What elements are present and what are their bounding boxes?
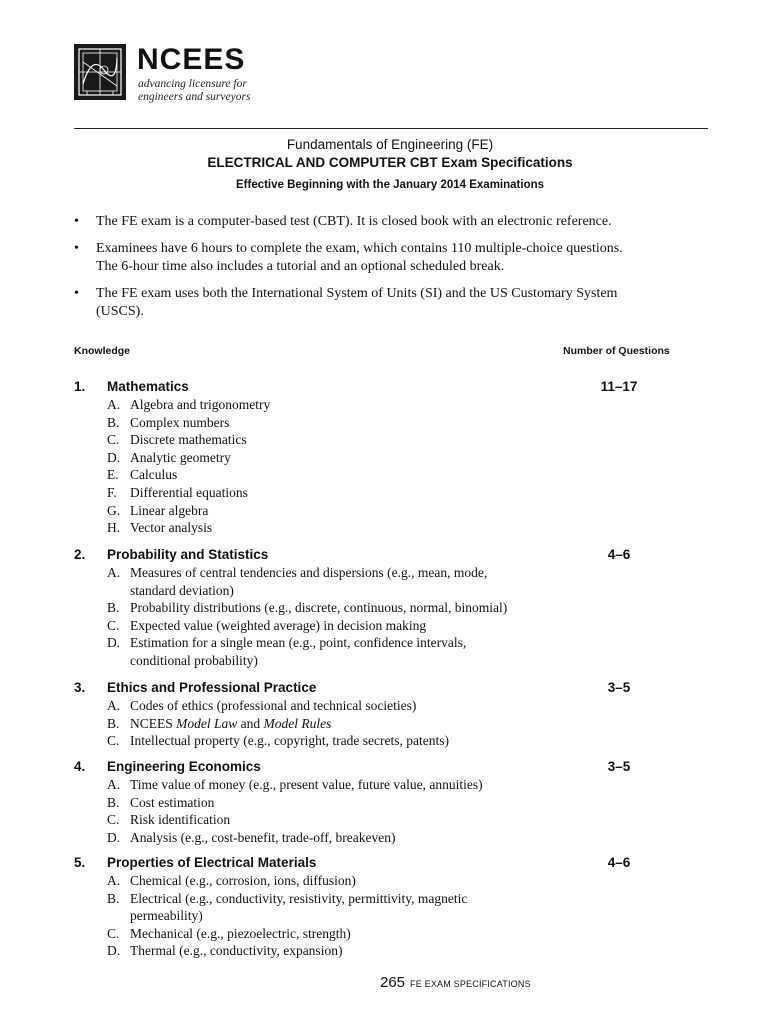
subtopic-text: Codes of ethics (professional and technical societies)	[130, 698, 417, 713]
subtopic-letter: E.	[107, 467, 119, 483]
bullet-item	[74, 240, 694, 276]
topic-number: 5.	[74, 855, 86, 870]
topic-number: 1.	[74, 379, 86, 394]
intro-bullets	[74, 213, 694, 330]
subtopic-letter: C.	[107, 617, 120, 633]
bullet-text: The FE exam uses both the International System of Units (SI) and the US Customary System	[96, 286, 618, 301]
subtopic-item	[74, 776, 694, 794]
page-number: 265	[380, 974, 406, 991]
topic-number: 4.	[74, 759, 86, 774]
subtopic-letter: B.	[107, 890, 120, 906]
subtopic-letter: B.	[107, 414, 120, 430]
subtopic-text: Measures of central tendencies and dispersions (e.g., mean, mode,	[130, 565, 488, 580]
topic-title: Properties of Electrical Materials	[107, 855, 317, 870]
bullet-text: The FE exam is a computer-based test (CBT). It is closed book with an electronic reference.	[96, 214, 612, 229]
header-divider	[74, 128, 708, 129]
bullet-text-cont: The 6-hour time also includes a tutorial and an optional scheduled break.	[96, 259, 505, 274]
topic-title: Mathematics	[107, 379, 189, 394]
topic-electrical-materials	[74, 854, 694, 960]
subtopic-item	[74, 890, 694, 925]
subtopic-item	[74, 564, 694, 599]
topic-mathematics	[74, 378, 694, 537]
logo-tagline-line2: engineers and surveyors	[138, 90, 251, 103]
subtopic-letter: B.	[107, 600, 120, 616]
subtopic-text: Risk identification	[130, 812, 231, 828]
subtopic-text: Analytic geometry	[130, 449, 231, 465]
subtopic-item	[74, 829, 694, 847]
subtopic-letter: A.	[107, 698, 121, 713]
subtopic-letter: G.	[107, 502, 121, 518]
subtopic-text: Intellectual property (e.g., copyright, trade secrets, patents)	[130, 733, 449, 749]
bullet-icon: •	[74, 286, 79, 301]
bullet-text-cont: (USCS).	[96, 304, 144, 319]
subtopic-text: Mechanical (e.g., piezoelectric, strength)	[130, 925, 351, 941]
subtopic-letter: D.	[107, 449, 121, 465]
question-count: 3–5	[607, 680, 631, 695]
column-header-questions: Number of Questions	[563, 345, 670, 357]
subtopic-text-model-law: Model Law	[176, 715, 238, 731]
subtopic-text-model-rules: Model Rules	[263, 715, 332, 731]
subtopic-item	[74, 414, 694, 432]
subtopic-text-pre: NCEES	[130, 715, 177, 731]
subtopic-item	[74, 449, 694, 467]
topic-title: Ethics and Professional Practice	[107, 680, 317, 695]
bullet-item	[74, 285, 694, 321]
subtopic-letter: A.	[107, 777, 121, 792]
subtopic-item	[74, 634, 694, 669]
subtopic-text-mid: and	[237, 715, 264, 731]
subtopic-item	[74, 697, 694, 715]
subtopic-text: Cost estimation	[130, 794, 215, 810]
subtopic-letter: D.	[107, 829, 121, 845]
bullet-text: Examinees have 6 hours to complete the exam, which contains 110 multiple-choice questions.	[96, 241, 623, 256]
subtopic-letter: F.	[107, 484, 117, 500]
subtopic-text-cont: conditional probability)	[130, 652, 258, 668]
topic-number: 2.	[74, 547, 86, 562]
subtopic-text: Electrical (e.g., conductivity, resistivity, permittivity, magnetic	[130, 890, 468, 906]
subtopic-letter: C.	[107, 733, 120, 749]
subtopic-letter: D.	[107, 635, 121, 651]
bullet-icon: •	[74, 241, 79, 256]
effective-date: Effective Beginning with the January 2014 Examinations	[235, 179, 545, 191]
subtopic-item	[74, 431, 694, 449]
subtopic-text: Linear algebra	[130, 502, 209, 518]
subtopic-letter: A.	[107, 873, 121, 888]
question-count: 4–6	[607, 855, 631, 870]
logo-tagline-line1: advancing licensure for	[138, 78, 247, 90]
subtopic-letter: C.	[107, 432, 120, 448]
logo-name: NCEES	[137, 43, 246, 76]
subtopic-text: Thermal (e.g., conductivity, expansion)	[130, 943, 343, 959]
bullet-item	[74, 213, 694, 231]
subtopic-text-cont: standard deviation)	[130, 582, 234, 598]
subtopic-text: Differential equations	[130, 484, 248, 500]
subtopic-letter: A.	[107, 397, 121, 412]
question-count: 3–5	[607, 759, 631, 774]
topic-title: Engineering Economics	[107, 759, 261, 774]
topic-engineering-economics	[74, 758, 694, 846]
question-count: 4–6	[607, 547, 631, 562]
subtopic-item	[74, 396, 694, 414]
subtopic-item	[74, 502, 694, 520]
subtopic-item	[74, 617, 694, 635]
subtopic-text: Complex numbers	[130, 414, 230, 430]
column-header-knowledge: Knowledge	[74, 345, 131, 357]
subtopic-text: Discrete mathematics	[130, 432, 247, 448]
subtopic-text: Time value of money (e.g., present value, future value, annuities)	[130, 777, 483, 792]
topic-ethics	[74, 679, 694, 750]
subtopic-text: Vector analysis	[130, 520, 213, 536]
subtopic-letter: D.	[107, 943, 121, 959]
subtopic-letter: H.	[107, 520, 121, 536]
subtopic-item	[74, 942, 694, 960]
subtopic-letter: C.	[107, 812, 120, 828]
subtopic-text: Algebra and trigonometry	[130, 397, 271, 412]
subtopic-text: Expected value (weighted average) in decision making	[130, 617, 427, 633]
subtopic-text: Probability distributions (e.g., discrete, continuous, normal, binomial)	[130, 600, 508, 616]
subtopic-text: Chemical (e.g., corrosion, ions, diffusion)	[130, 873, 356, 888]
subtopic-item	[74, 925, 694, 943]
subtopic-item	[74, 484, 694, 502]
subtopic-item	[74, 794, 694, 812]
subtopic-letter: B.	[107, 794, 120, 810]
page-footer	[380, 974, 531, 992]
page-subtitle: ELECTRICAL AND COMPUTER CBT Exam Specifications	[207, 155, 573, 170]
subtopic-letter: A.	[107, 565, 121, 580]
subtopic-item	[74, 715, 694, 733]
subtopic-text: Analysis (e.g., cost-benefit, trade-off, breakeven)	[130, 829, 396, 845]
topic-probability-statistics	[74, 546, 694, 670]
page-title: Fundamentals of Engineering (FE)	[286, 137, 494, 152]
subtopic-text: Estimation for a single mean (e.g., point, confidence intervals,	[130, 635, 467, 651]
subtopic-item	[74, 872, 694, 890]
topic-number: 3.	[74, 680, 86, 695]
logo-tagline	[138, 78, 250, 103]
question-count: 11–17	[600, 379, 638, 394]
subtopic-letter: B.	[107, 715, 120, 731]
subtopic-text: Calculus	[130, 467, 178, 483]
subtopic-item	[74, 519, 694, 537]
subtopic-letter: C.	[107, 925, 120, 941]
subtopic-item	[74, 732, 694, 750]
subtopic-item	[74, 811, 694, 829]
subtopic-item	[74, 466, 694, 484]
topic-title: Probability and Statistics	[107, 547, 269, 562]
subtopic-item	[74, 599, 694, 617]
ncees-logo	[74, 44, 274, 104]
bullet-icon: •	[74, 214, 79, 229]
ncees-logo-mark-icon	[74, 44, 126, 100]
footer-text: FE EXAM SPECIFICATIONS	[410, 979, 531, 989]
subtopic-text-cont: permeability)	[130, 908, 203, 924]
